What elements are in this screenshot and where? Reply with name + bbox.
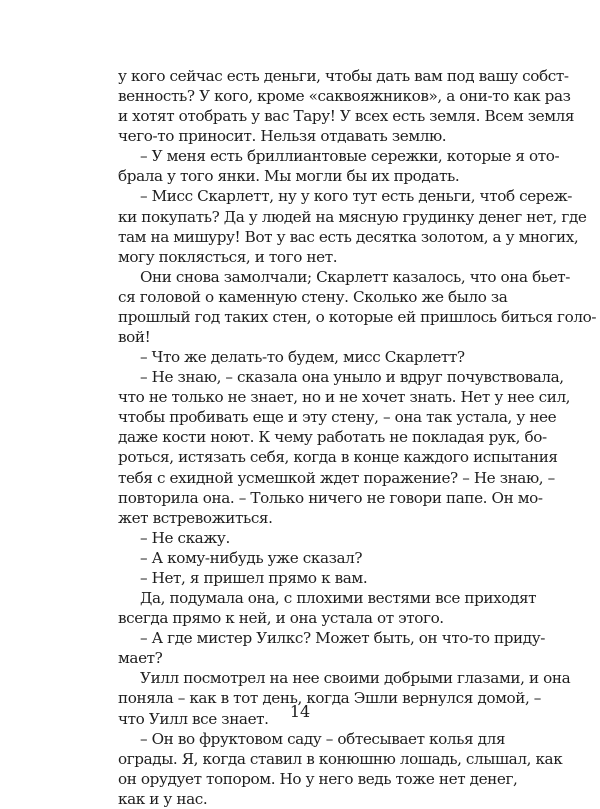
text-line: – Мисс Скарлетт, ну у кого тут есть деньги, чтоб сереж- [140,187,573,206]
text-line: чтобы пробивать еще и эту стену, – она так устала, у нее [118,408,557,427]
text-line: Да, подумала она, с плохими вестями все приходят [140,589,537,608]
text-line: могу поклясться, и того нет. [118,247,338,266]
text-line: вой! [118,328,151,347]
text-line: – У меня есть бриллиантовые сережки, которые я ото- [140,147,560,166]
text-line: – Не знаю, – сказала она уныло и вдруг почувствовала, [140,368,564,387]
text-line: он орудует топором. Но у него ведь тоже нет денег, [118,769,518,788]
text-line: ограды. Я, когда ставил в конюшню лошадь, слышал, как [118,749,563,768]
text-line: ся головой о каменную стену. Сколько же было за [118,287,508,306]
text-line: мает? [118,649,163,668]
text-line: чего-то приносит. Нельзя отдавать землю. [118,127,447,146]
text-line: жет встревожиться. [118,508,273,527]
text-line: что не только не знает, но и не хочет знать. Нет у нее сил, [118,388,571,407]
body-text [118,66,597,809]
text-line: у кого сейчас есть деньги, чтобы дать вам под вашу собст- [118,67,569,85]
text-line: как и у нас. [118,789,208,808]
text-line: венность? У кого, кроме «саквояжников», а они-то как раз [118,87,571,106]
text-line: Они снова замолчали; Скарлетт казалось, что она бьет- [140,267,571,286]
text-line: – А где мистер Уилкс? Может быть, он что-то приду- [140,629,545,648]
page-number: 14 [289,702,311,721]
text-line: что Уилл все знает. [118,709,269,728]
text-line: тебя с ехидной усмешкой ждет поражение? – Не знаю, – [118,468,555,487]
text-line: – А кому-нибудь уже сказал? [140,548,363,567]
text-line: поняла – как в тот день, когда Эшли вернулся домой, – [118,689,541,708]
text-line: роться, истязать себя, когда в конце каждого испытания [118,448,558,467]
text-line: Уилл посмотрел на нее своими добрыми глазами, и она [140,669,571,688]
text-line: и хотят отобрать у вас Тару! У всех есть земля. Всем земля [118,107,575,126]
text-line: даже кости ноют. К чему работать не покладая рук, бо- [118,428,547,447]
text-line: ки покупать? Да у людей на мясную грудинку денег нет, где [118,207,587,226]
text-line: там на мишуру! Вот у вас есть десятка золотом, а у многих, [118,227,579,246]
text-line: – Он во фруктовом саду – обтесывает колья для [140,729,505,748]
text-line: прошлый год таких стен, о которые ей пришлось биться голо- [118,307,597,326]
text-line: – Что же делать-то будем, мисс Скарлетт? [140,348,465,367]
text-line: повторила она. – Только ничего не говори папе. Он мо- [118,488,543,507]
text-line: – Не скажу. [140,528,230,547]
text-line: – Нет, я пришел прямо к вам. [140,568,368,587]
text-line: брала у того янки. Мы могли бы их продать. [118,167,460,186]
text-line: всегда прямо к ней, и она устала от этого. [118,609,444,628]
